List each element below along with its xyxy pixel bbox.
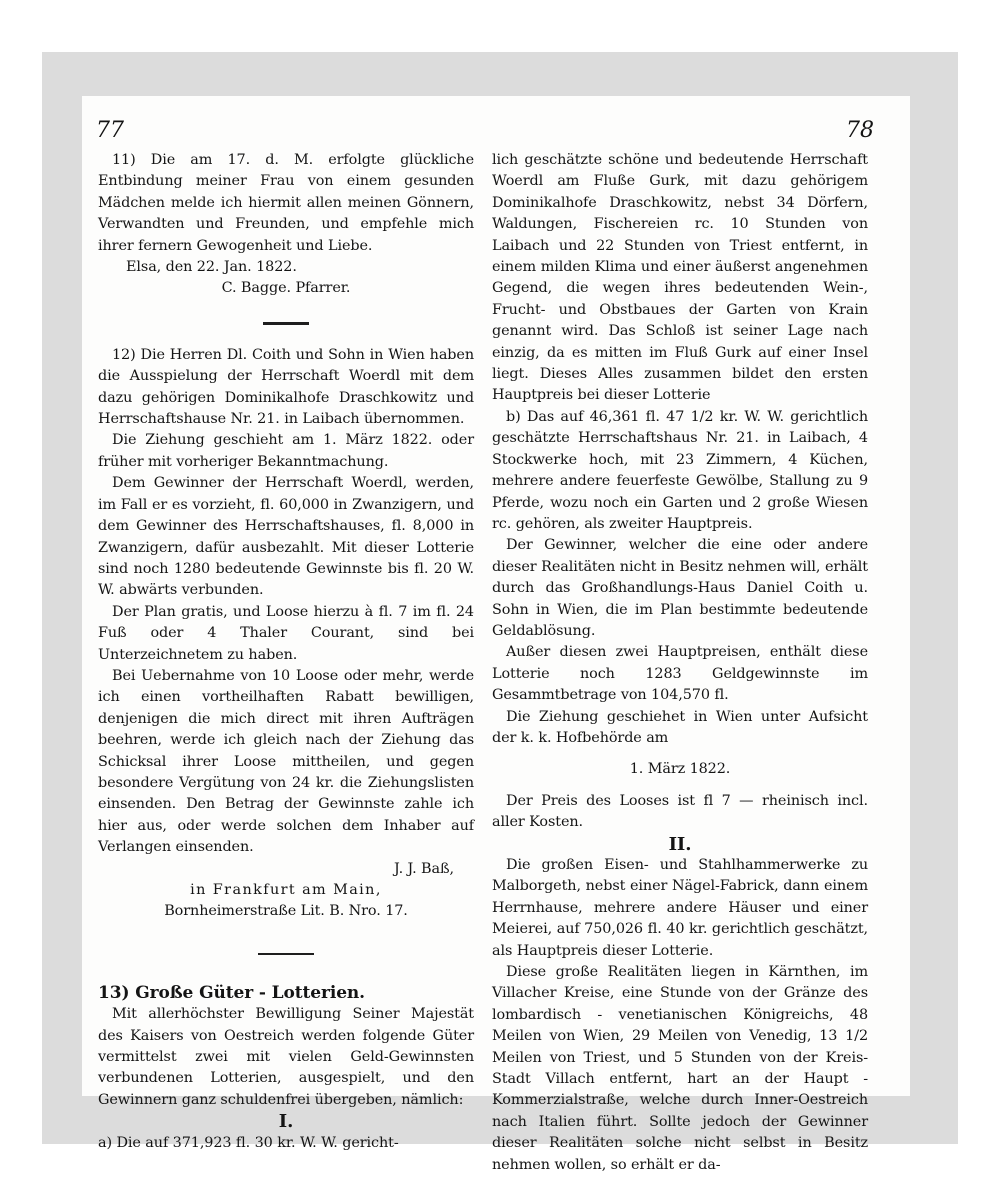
location-paragraph: Diese große Realitäten liegen in Kärnthen, im Villacher Kreise, eine Stunde von der Gränze des lombardisch - venetianischen Königreichs, 48 Meilen von Wien, 29 Meilen von Venedig, 13 1/2 Meilen von Triest, und 5 Stunden von der Kreis-Stadt Villach entfernt, hart an der Haupt - Kommerzialstraße, welche durch Inner-Oestreich nach Italien führt. Sollte jedoch der Gewinner dieser Realitäten solche nicht selbst in Besitz nehmen wollen, so erhält er da- <box>492 964 868 1173</box>
announcement-11-place-date: Elsa, den 22. Jan. 1822. <box>126 259 297 276</box>
announcement-11-text: 11) Die am 17. d. M. erfolgte glückliche Entbindung meiner Frau von einem gesunden Mädchen melde ich hiermit allen meinen Gönnern, Verwandten und Freunden, und empfehle mich ihrer fernern Gewogenheit und Liebe. <box>98 152 474 254</box>
announcement-12-ticket-info: Der Plan gratis, und Loose hierzu à fl. 7 im fl. 24 Fuß oder 4 Thaler Courant, sind bei Unterzeichnetem zu haben. <box>98 603 474 663</box>
announcement-12-signature-name: J. J. Baß, <box>394 860 454 877</box>
draw-paragraph: Die Ziehung geschiehet in Wien unter Aufsicht der k. k. Hofbehörde am <box>492 708 868 746</box>
announcement-12-intro: 12) Die Herren Dl. Coith und Sohn in Wien haben die Ausspielung der Herrschaft Woerdl mit dem dazu gehörigen Dominikalhofe Draschkowitz und Herrschaftshause Nr. 21. in Laibach übernommen. <box>98 346 474 428</box>
announcement-12-discount-info: Bei Uebernahme von 10 Loose oder mehr, werde ich einen vortheilhaften Rabatt bewilligen, denjenigen die mich direct mit ihren Aufträgen beehren, werde ich gleich nach der Ziehung das Schicksal ihrer Loose mittheilen, und gegen besondere Vergütung von 24 kr. die Ziehungslisten einsenden. Den Betrag der Gewinnste zahle ich hier aus, oder werde solchen dem Inhaber auf Verlangen einsenden. <box>98 667 474 856</box>
announcement-13-intro: Mit allerhöchster Bewilligung Seiner Majestät des Kaisers von Oestreich werden folgende Güter vermittelst zwei mit vielen Geld-Gewinnsten verbundenen Lotterien, ausgespielt, und den Gewinnern ganz schuldenfrei übergeben, nämlich: <box>98 1006 474 1108</box>
additional-prizes-paragraph: Außer diesen zwei Hauptpreisen, enthält diese Lotterie noch 1283 Geldgewinnste im Gesammtbetrage von 104,570 fl. <box>492 644 868 704</box>
item-a-continuation: lich geschätzte schöne und bedeutende Herrschaft Woerdl am Fluße Gurk, mit dazu gehörigem Dominikalhofe Draschkowitz, nebst 34 Dörfern, Waldungen, Fischereien rc. 10 Stunden von Laibach und 22 Stunden von Triest entfernt, in einem milden Klima und einer äußerst angenehmen Gegend, die wegen ihres bedeutenden Wein-, Frucht- und Obstbaues der Garten von Krain genannt wird. Das Schloß ist seiner Lage nach einzig, da es mitten im Fluß Gurk auf einer Insel liegt. Dieses Alles zusammen bildet den ersten Hauptpreis bei dieser Lotterie <box>492 152 868 404</box>
price-paragraph: Der Preis des Looses ist fl 7 — rheinisch incl. aller Kosten. <box>492 792 868 831</box>
announcement-12-signature-street: Bornheimerstraße Lit. B. Nro. 17. <box>164 903 408 920</box>
section-ii-description: Die großen Eisen- und Stahlhammerwerke zu Malborgeth, nebst einer Nägel-Fabrick, dann einem Herrnhause, mehrere andere Häuser und einer Meierei, auf 750,026 fl. 40 kr. gerichtlich geschätzt, als Hauptpreis dieser Lotterie. <box>492 857 868 959</box>
announcement-11-signature: C. Bagge. Pfarrer. <box>221 280 351 297</box>
item-a-start: a) Die auf 371,923 fl. 30 kr. W. W. gericht- <box>98 1134 399 1151</box>
announcement-12-draw-date: Die Ziehung geschieht am 1. März 1822. oder früher mit vorheriger Bekanntmachung. <box>98 432 474 470</box>
section-divider <box>258 953 314 955</box>
announcement-13-heading: 13) Große Güter - Lotterien. <box>98 982 366 1003</box>
section-roman-numeral-1: I. <box>278 1111 294 1133</box>
right-column <box>492 150 868 1176</box>
page-number-left: 77 <box>96 118 124 143</box>
winner-paragraph: Der Gewinner, welcher die eine oder andere dieser Realitäten nicht in Besitz nehmen will, erhält durch das Großhandlungs-Haus Daniel Coith u. Sohn in Wien, die im Plan bestimmte bedeutende Geldablösung. <box>492 537 868 639</box>
left-column <box>98 150 474 1154</box>
section-roman-numeral-2: II. <box>668 833 692 855</box>
item-b-text: b) Das auf 46,361 fl. 47 1/2 kr. W. W. gerichtlich geschätzte Herrschaftshaus Nr. 21. in Laibach, 4 Stockwerke hoch, mit 23 Zimmern, 4 Küchen, mehrere andere feuerfeste Gewölbe, Stallung zu 9 Pferde, wozu noch ein Garten und 2 große Wiesen rc. gehören, als zweiter Hauptpreis. <box>492 408 868 532</box>
page-number-right: 78 <box>846 118 874 143</box>
draw-date: 1. März 1822. <box>629 761 731 778</box>
announcement-12-prize-info: Dem Gewinner der Herrschaft Woerdl, werden, im Fall er es vorzieht, fl. 60,000 in Zwanzigern, und dem Gewinner des Herrschaftshauses, fl. 8,000 in Zwanzigern, dafür ausbezahlt. Mit dieser Lotterie sind noch 1280 bedeutende Gewinnste bis fl. 20 W. W. abwärts verbunden. <box>98 475 474 599</box>
announcement-12-signature-city: in Frankfurt am Main, <box>190 882 382 898</box>
section-divider <box>263 322 309 325</box>
